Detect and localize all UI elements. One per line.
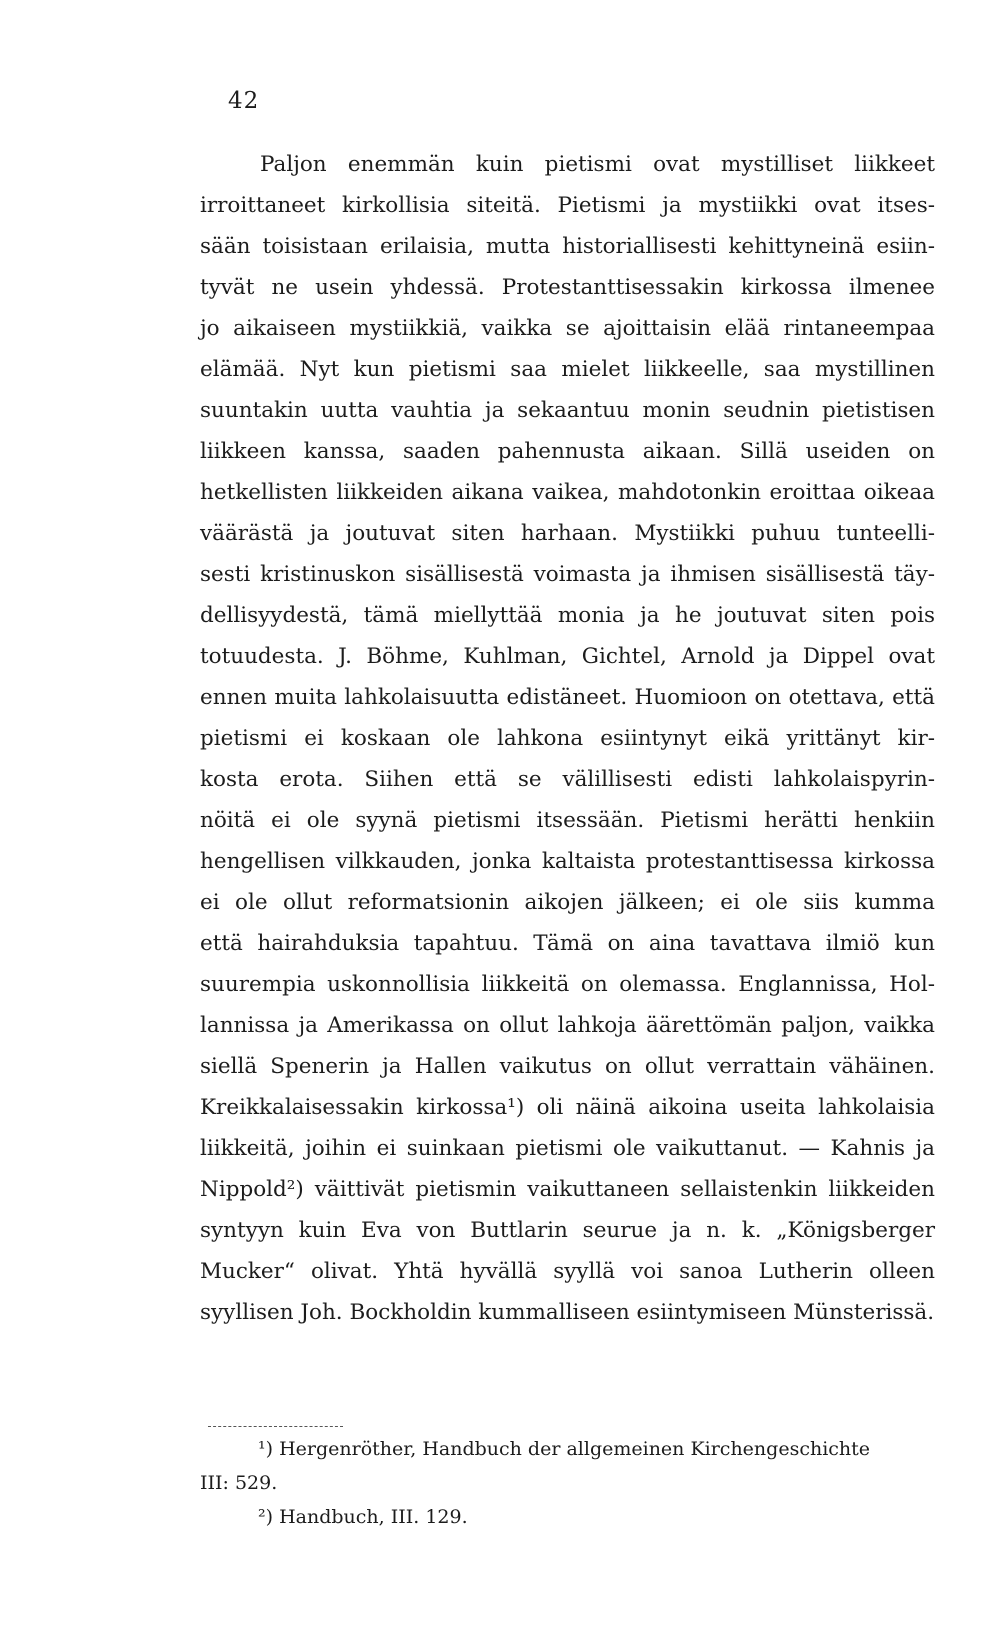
text-line: väärästä ja joutuvat siten harhaan. Mystiikki puhuu tunteelli- bbox=[200, 521, 935, 546]
text-line: sesti kristinuskon sisällisestä voimasta ja ihmisen sisällisestä täy- bbox=[200, 562, 935, 587]
text-line: lannissa ja Amerikassa on ollut lahkoja äärettömän paljon, vaikka bbox=[200, 1013, 935, 1038]
text-line: siellä Spenerin ja Hallen vaikutus on ollut verrattain vähäinen. bbox=[200, 1054, 935, 1079]
text-line: Kreikkalaisessakin kirkossa¹) oli näinä aikoina useita lahkolaisia bbox=[200, 1095, 935, 1120]
footnote-divider bbox=[208, 1426, 343, 1427]
text-line: Paljon enemmän kuin pietismi ovat mystilliset liikkeet bbox=[260, 152, 935, 177]
text-line: irroittaneet kirkollisia siteitä. Pietismi ja mystiikki ovat itses- bbox=[200, 193, 935, 218]
text-line: suurempia uskonnollisia liikkeitä on olemassa. Englannissa, Hol- bbox=[200, 972, 935, 997]
text-line: hengellisen vilkkauden, jonka kaltaista protestanttisessa kirkossa bbox=[200, 849, 935, 874]
text-line: ei ole ollut reformatsionin aikojen jälkeen; ei ole siis kumma bbox=[200, 890, 935, 915]
text-line: ennen muita lahkolaisuutta edistäneet. Huomioon on otettava, että bbox=[200, 685, 935, 710]
text-line: että hairahduksia tapahtuu. Tämä on aina tavattava ilmiö kun bbox=[200, 931, 935, 956]
footnote-1: ¹) Hergenröther, Handbuch der allgemeinen Kirchengeschichte bbox=[258, 1438, 871, 1460]
text-line: suuntakin uutta vauhtia ja sekaantuu monin seudnin pietistisen bbox=[200, 398, 935, 423]
footnote-2: ²) Handbuch, III. 129. bbox=[258, 1506, 468, 1528]
text-line: Nippold²) väittivät pietismin vaikuttaneen sellaistenkin liikkeiden bbox=[200, 1177, 935, 1202]
footnote-1-continued: III: 529. bbox=[200, 1472, 278, 1494]
text-line: tyvät ne usein yhdessä. Protestanttisessakin kirkossa ilmenee bbox=[200, 275, 935, 300]
text-line: sään toisistaan erilaisia, mutta historiallisesti kehittyneinä esiin- bbox=[200, 234, 935, 259]
page-number: 42 bbox=[228, 88, 260, 114]
text-line: hetkellisten liikkeiden aikana vaikea, mahdotonkin eroittaa oikeaa bbox=[200, 480, 935, 505]
text-line: nöitä ei ole syynä pietismi itsessään. Pietismi herätti henkiin bbox=[200, 808, 935, 833]
text-line: elämää. Nyt kun pietismi saa mielet liikkeelle, saa mystillinen bbox=[200, 357, 935, 382]
text-line: syyllisen Joh. Bockholdin kummalliseen esiintymiseen Münsterissä. bbox=[200, 1300, 935, 1325]
text-line: totuudesta. J. Böhme, Kuhlman, Gichtel, Arnold ja Dippel ovat bbox=[200, 644, 935, 669]
text-line: pietismi ei koskaan ole lahkona esiintynyt eikä yrittänyt kir- bbox=[200, 726, 935, 751]
footnotes bbox=[200, 1432, 935, 1534]
text-line: jo aikaiseen mystiikkiä, vaikka se ajoittaisin elää rintaneempaa bbox=[200, 316, 935, 341]
body-text bbox=[200, 144, 935, 1333]
text-line: dellisyydestä, tämä miellyttää monia ja he joutuvat siten pois bbox=[200, 603, 935, 628]
text-line: Mucker“ olivat. Yhtä hyvällä syyllä voi sanoa Lutherin olleen bbox=[200, 1259, 935, 1284]
text-line: kosta erota. Siihen että se välillisesti edisti lahkolaispyrin- bbox=[200, 767, 935, 792]
text-line: syntyyn kuin Eva von Buttlarin seurue ja n. k. „Königsberger bbox=[200, 1218, 935, 1243]
text-line: liikkeitä, joihin ei suinkaan pietismi ole vaikuttanut. — Kahnis ja bbox=[200, 1136, 935, 1161]
text-line: liikkeen kanssa, saaden pahennusta aikaan. Sillä useiden on bbox=[200, 439, 935, 464]
